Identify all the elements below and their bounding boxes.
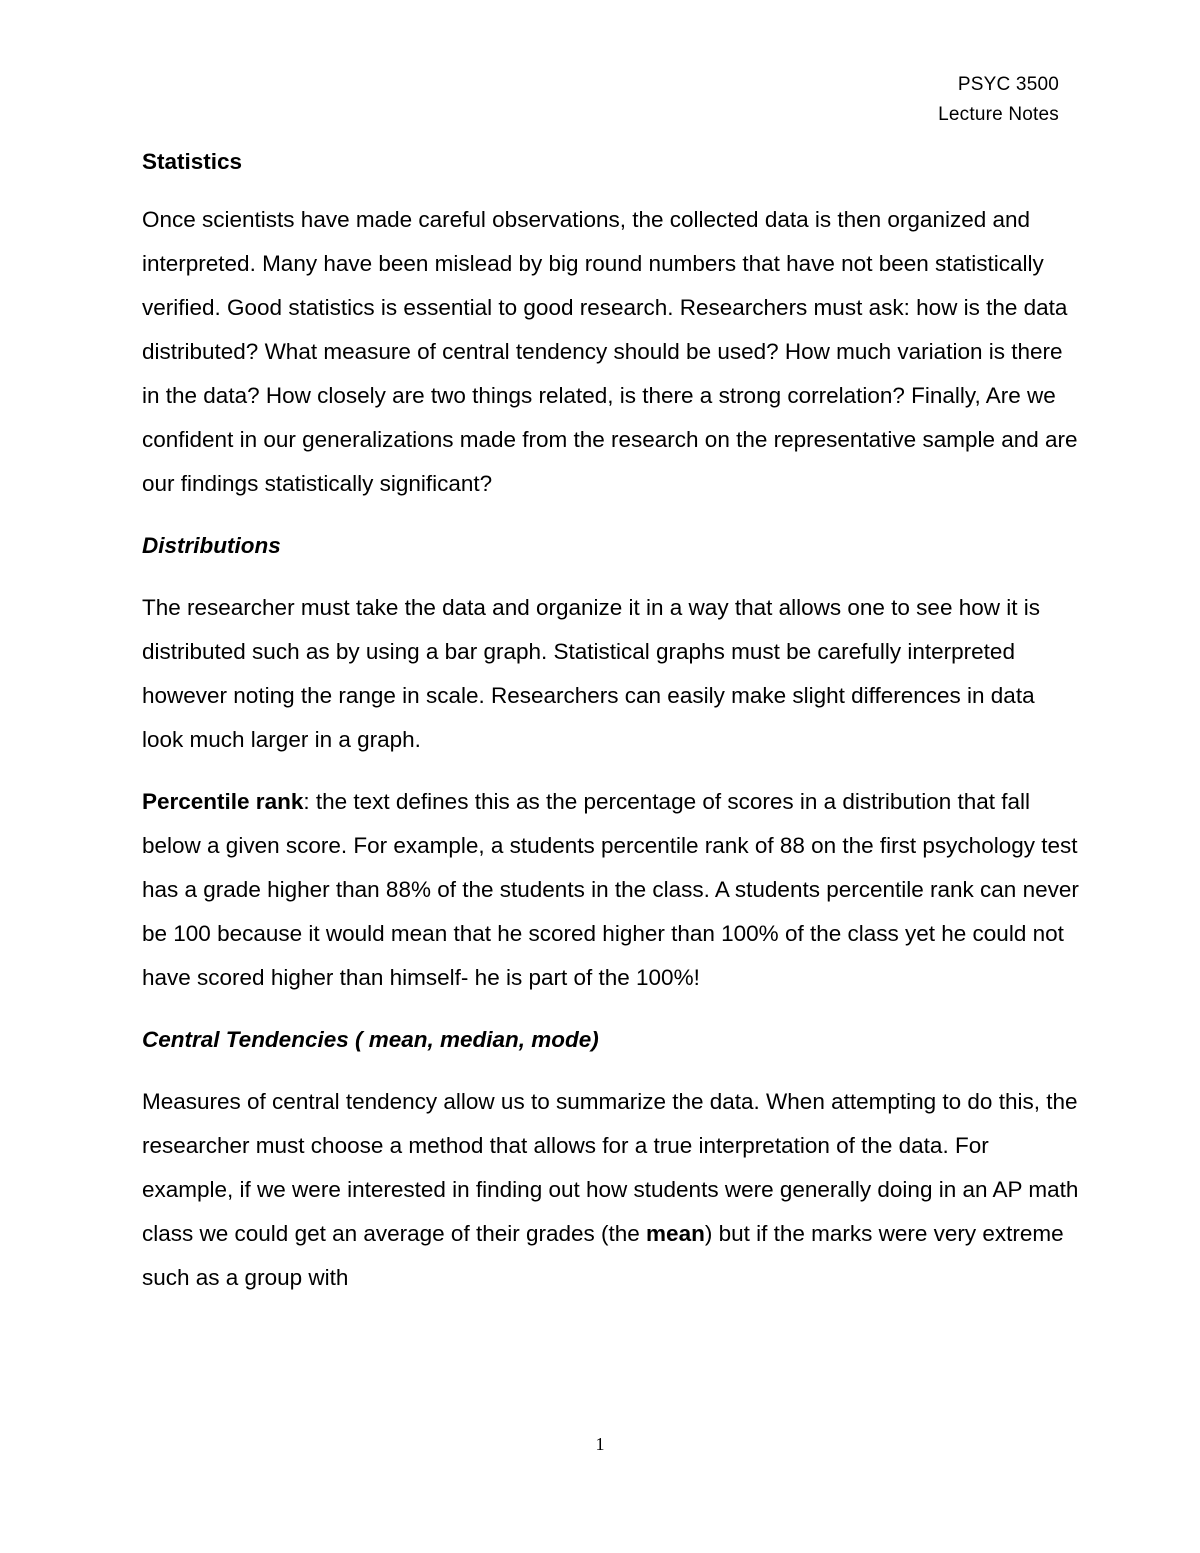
central-tendencies-text-end: ) but if the marks were very extreme such as a group with	[142, 1221, 1064, 1290]
document-type: Lecture Notes	[938, 104, 1059, 125]
term-mean: mean	[646, 1221, 705, 1246]
section-heading-distributions: Distributions	[142, 533, 281, 558]
page-number: 1	[595, 1434, 605, 1454]
paragraph-distributions: The researcher must take the data and organize it in a way that allows one to see how it is distributed such as by using a bar graph. Statistical graphs must be carefully interpreted however noting the range in scale. Researchers can easily make slight differences in data look much larger in a graph.	[142, 595, 1040, 752]
percentile-rank-definition: : the text defines this as the percentage of scores in a distribution that fall below a given score. For example, a students percentile rank of 88 on the first psychology test has a grade higher than 88% of the students in the class. A students percentile rank can never be 100 because it would mean that he scored higher than 100% of the class yet he could not have scored higher than himself- he is part of the 100%!	[142, 789, 1079, 990]
term-percentile-rank: Percentile rank	[142, 789, 304, 814]
page-header	[938, 70, 1059, 130]
course-code: PSYC 3500	[957, 74, 1059, 95]
document-body	[142, 140, 1082, 1300]
section-heading-central-tendencies: Central Tendencies ( mean, median, mode)	[142, 1027, 599, 1052]
paragraph-percentile-rank	[142, 780, 1082, 1000]
paragraph-central-tendencies	[142, 1080, 1082, 1300]
section-heading-statistics: Statistics	[142, 149, 243, 174]
paragraph-statistics: Once scientists have made careful observations, the collected data is then organized and interpreted. Many have been mislead by big round numbers that have not been statistically verified. Good statistics is essential to good research. Researchers must ask: how is the data distributed? What measure of central tendency should be used? How much variation is there in the data? How closely are two things related, is there a strong correlation? Finally, Are we confident in our generalizations made from the research on the representative sample and are our findings statistically significant?	[142, 207, 1078, 496]
central-tendencies-text-start: Measures of central tendency allow us to summarize the data. When attempting to do this, the researcher must choose a method that allows for a true interpretation of the data. For example, if we were interested in finding out how students were generally doing in an AP math class we could get an average of their grades (the	[142, 1089, 1079, 1246]
